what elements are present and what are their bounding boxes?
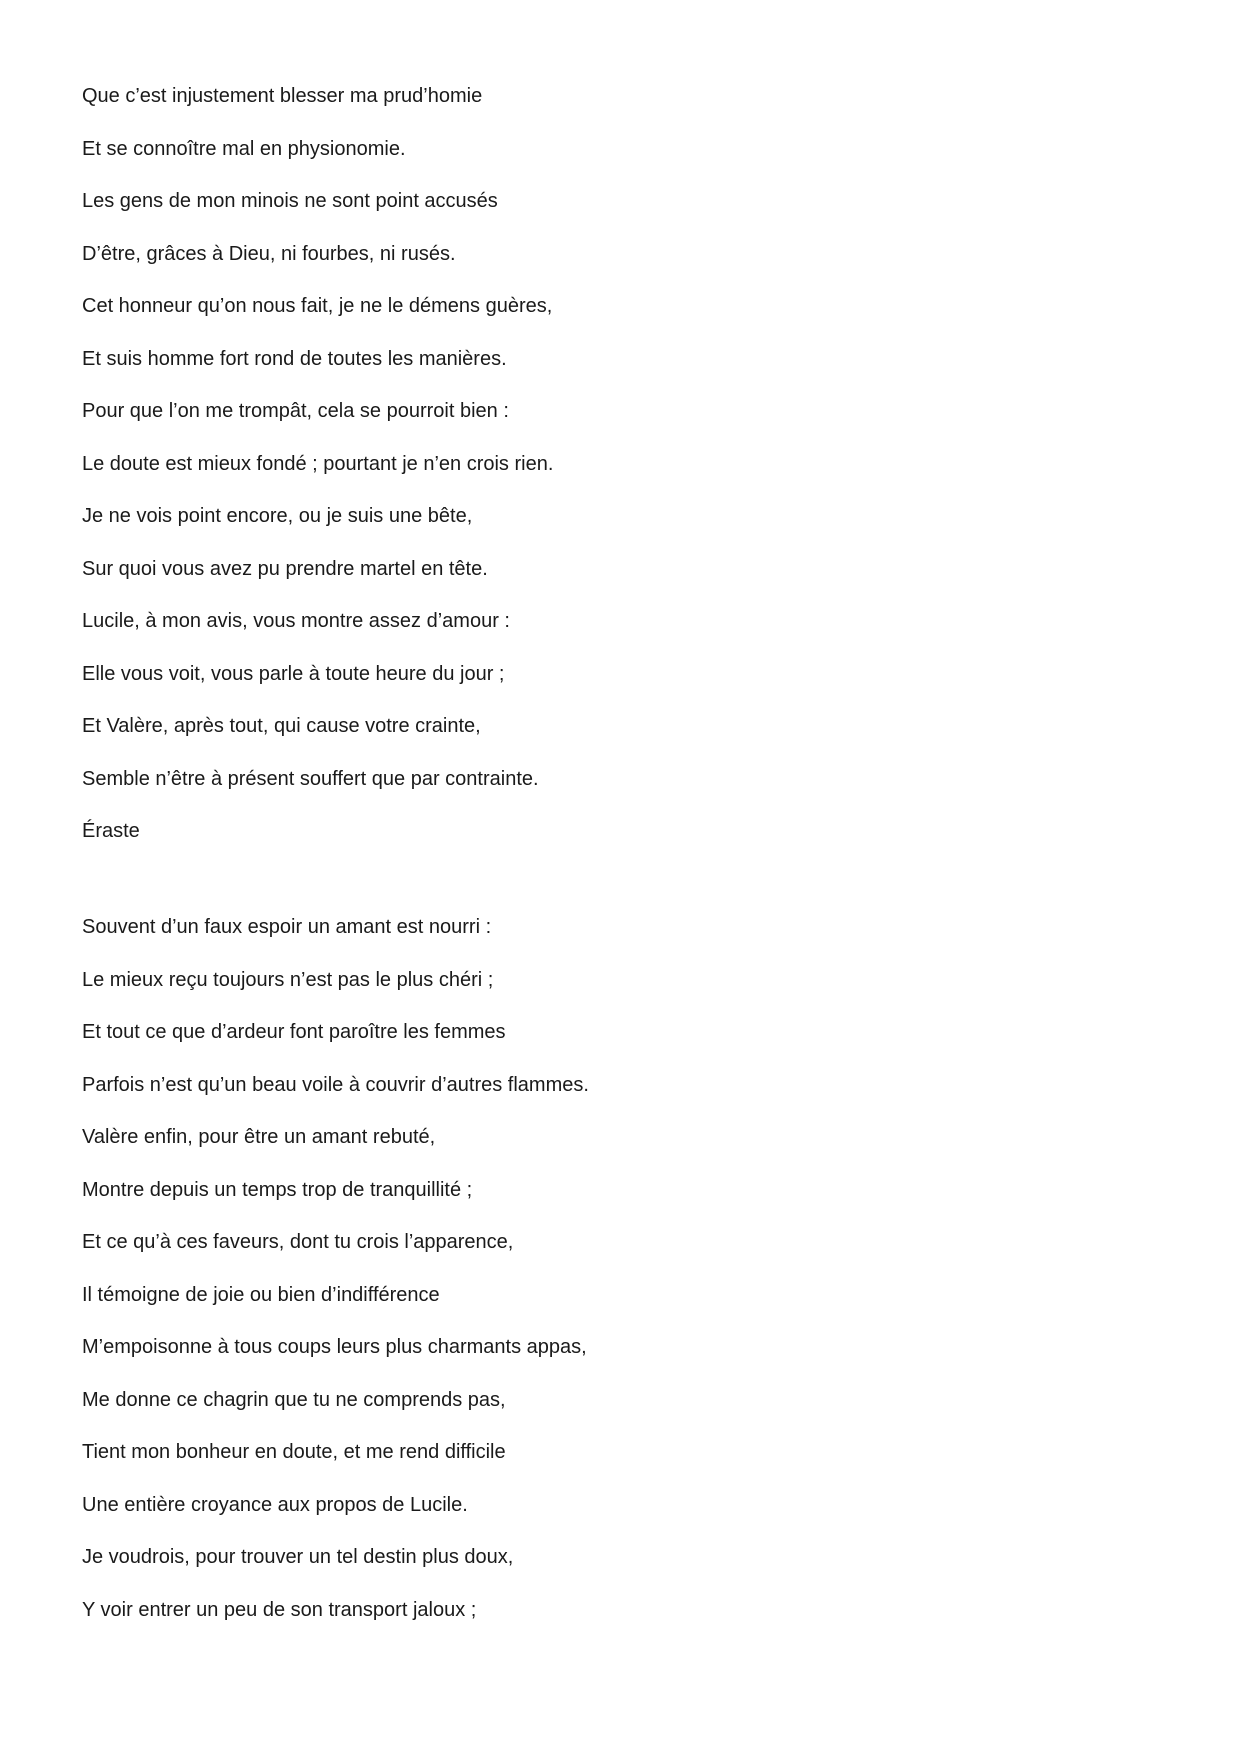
verse-line: Et suis homme fort rond de toutes les manières. bbox=[82, 347, 507, 370]
verse-passage-1 bbox=[82, 79, 1182, 867]
speaker-name: Éraste bbox=[82, 820, 140, 842]
verse-passage-2 bbox=[82, 910, 1182, 1645]
verse-line: Y voir entrer un peu de son transport jaloux ; bbox=[82, 1598, 477, 1621]
verse-line: Elle vous voit, vous parle à toute heure du jour ; bbox=[82, 662, 505, 685]
verse-line: Je voudrois, pour trouver un tel destin plus doux, bbox=[82, 1546, 514, 1568]
verse-line: Parfois n’est qu’un beau voile à couvrir d’autres flammes. bbox=[82, 1073, 589, 1096]
verse-line: Le mieux reçu toujours n’est pas le plus chéri ; bbox=[82, 968, 494, 991]
verse-line: Pour que l’on me trompât, cela se pourroit bien : bbox=[82, 400, 509, 422]
verse-line: Et se connoître mal en physionomie. bbox=[82, 137, 406, 160]
verse-line: Il témoigne de joie ou bien d’indifférence bbox=[82, 1283, 440, 1306]
verse-line: Que c’est injustement blesser ma prud’homie bbox=[82, 85, 483, 107]
verse-line: Cet honneur qu’on nous fait, je ne le démens guères, bbox=[82, 295, 553, 317]
verse-line: Et Valère, après tout, qui cause votre crainte, bbox=[82, 715, 481, 737]
verse-line: Lucile, à mon avis, vous montre assez d’amour : bbox=[82, 610, 510, 632]
verse-line: Souvent d’un faux espoir un amant est nourri : bbox=[82, 916, 492, 938]
verse-line: M’empoisonne à tous coups leurs plus charmants appas, bbox=[82, 1336, 587, 1358]
verse-line: Le doute est mieux fondé ; pourtant je n’en crois rien. bbox=[82, 452, 554, 475]
verse-line: D’être, grâces à Dieu, ni fourbes, ni rusés. bbox=[82, 242, 456, 265]
verse-line: Me donne ce chagrin que tu ne comprends pas, bbox=[82, 1388, 506, 1411]
verse-line: Et tout ce que d’ardeur font paroître les femmes bbox=[82, 1021, 506, 1043]
verse-line: Et ce qu’à ces faveurs, dont tu crois l’apparence, bbox=[82, 1231, 514, 1253]
verse-line: Je ne vois point encore, ou je suis une bête, bbox=[82, 505, 473, 527]
verse-line: Semble n’être à présent souffert que par contrainte. bbox=[82, 767, 539, 790]
verse-line: Une entière croyance aux propos de Lucile. bbox=[82, 1493, 468, 1516]
verse-line: Les gens de mon minois ne sont point accusés bbox=[82, 190, 498, 212]
verse-line: Montre depuis un temps trop de tranquillité ; bbox=[82, 1178, 473, 1201]
verse-line: Tient mon bonheur en doute, et me rend difficile bbox=[82, 1441, 506, 1463]
verse-line: Sur quoi vous avez pu prendre martel en tête. bbox=[82, 557, 488, 580]
verse-line: Valère enfin, pour être un amant rebuté, bbox=[82, 1126, 436, 1148]
